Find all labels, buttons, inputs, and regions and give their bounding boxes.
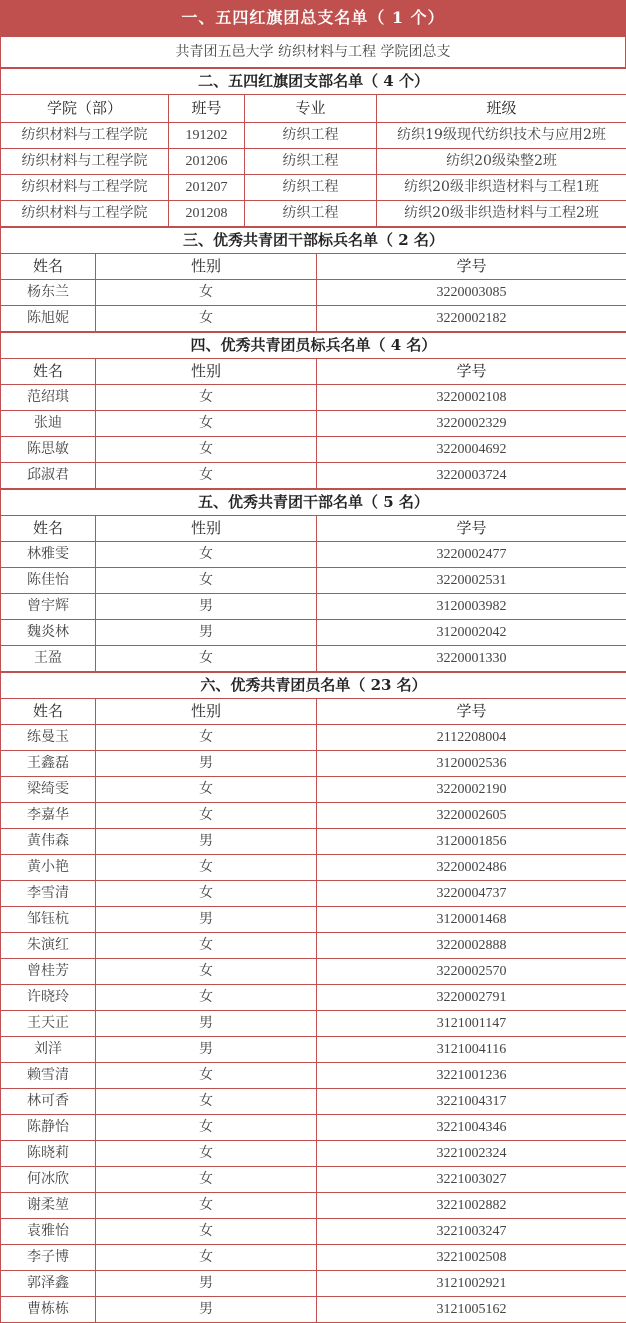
section6-title: 六、优秀共青团员名单（ 23 名） xyxy=(1,673,626,699)
gender-cell: 女 xyxy=(96,280,317,306)
gender-cell: 女 xyxy=(96,1141,317,1167)
table-row xyxy=(1,1037,626,1063)
student-id-cell: 3221002324 xyxy=(317,1141,626,1167)
name-cell: 刘洋 xyxy=(1,1037,96,1063)
gender-cell: 男 xyxy=(96,751,317,777)
name-cell: 陈佳怡 xyxy=(1,568,96,594)
name-cell: 陈思敏 xyxy=(1,437,96,463)
col-header-student-id: 学号 xyxy=(317,359,626,385)
college-cell: 纺织材料与工程学院 xyxy=(1,175,169,201)
name-cell: 林雅雯 xyxy=(1,542,96,568)
table-row xyxy=(1,751,626,777)
student-id-cell: 3120003982 xyxy=(317,594,626,620)
section1-title: 一、五四红旗团总支名单（ 1 个） xyxy=(0,0,626,36)
student-id-cell: 3221002508 xyxy=(317,1245,626,1271)
table-row xyxy=(1,1271,626,1297)
student-id-cell: 3121002921 xyxy=(317,1271,626,1297)
name-cell: 林可香 xyxy=(1,1089,96,1115)
gender-cell: 女 xyxy=(96,985,317,1011)
major-cell: 纺织工程 xyxy=(245,149,377,175)
name-cell: 袁雅怡 xyxy=(1,1219,96,1245)
student-id-cell: 3221004346 xyxy=(317,1115,626,1141)
student-id-cell: 3221003247 xyxy=(317,1219,626,1245)
gender-cell: 女 xyxy=(96,725,317,751)
table-row xyxy=(1,933,626,959)
student-id-cell: 3220002486 xyxy=(317,855,626,881)
section6-table xyxy=(0,672,626,1323)
table-row xyxy=(1,306,626,332)
student-id-cell: 3220002329 xyxy=(317,411,626,437)
gender-cell: 女 xyxy=(96,1089,317,1115)
gender-cell: 男 xyxy=(96,1271,317,1297)
table-row xyxy=(1,1063,626,1089)
name-cell: 王鑫磊 xyxy=(1,751,96,777)
gender-cell: 女 xyxy=(96,855,317,881)
gender-cell: 女 xyxy=(96,1167,317,1193)
gender-cell: 女 xyxy=(96,411,317,437)
table-row xyxy=(1,1245,626,1271)
col-header-name: 姓名 xyxy=(1,359,96,385)
table-row xyxy=(1,175,626,201)
col-header-gender: 性别 xyxy=(96,254,317,280)
table-row xyxy=(1,411,626,437)
student-id-cell: 3120001468 xyxy=(317,907,626,933)
section2-table xyxy=(0,68,626,227)
class-name-cell: 纺织19级现代纺织技术与应用2班 xyxy=(377,123,626,149)
col-header-name: 姓名 xyxy=(1,699,96,725)
gender-cell: 女 xyxy=(96,1063,317,1089)
class-no-cell: 201208 xyxy=(169,201,245,227)
col-header-student-id: 学号 xyxy=(317,516,626,542)
name-cell: 杨东兰 xyxy=(1,280,96,306)
student-id-cell: 3120001856 xyxy=(317,829,626,855)
table-row xyxy=(1,646,626,672)
table-row xyxy=(1,437,626,463)
student-id-cell: 3221001236 xyxy=(317,1063,626,1089)
student-id-cell: 3220002531 xyxy=(317,568,626,594)
class-name-cell: 纺织20级非织造材料与工程1班 xyxy=(377,175,626,201)
table-row xyxy=(1,201,626,227)
col-header-name: 姓名 xyxy=(1,516,96,542)
table-row xyxy=(1,149,626,175)
col-header-name: 姓名 xyxy=(1,254,96,280)
student-id-cell: 3121001147 xyxy=(317,1011,626,1037)
gender-cell: 男 xyxy=(96,620,317,646)
name-cell: 范绍琪 xyxy=(1,385,96,411)
student-id-cell: 2112208004 xyxy=(317,725,626,751)
table-row xyxy=(1,568,626,594)
table-row xyxy=(1,959,626,985)
table-row xyxy=(1,725,626,751)
section3-title: 三、优秀共青团干部标兵名单（ 2 名） xyxy=(1,228,626,254)
gender-cell: 女 xyxy=(96,306,317,332)
section1-table xyxy=(0,36,626,68)
col-header-college: 学院（部） xyxy=(1,95,169,123)
table-row xyxy=(1,907,626,933)
major-cell: 纺织工程 xyxy=(245,123,377,149)
student-id-cell: 3121004116 xyxy=(317,1037,626,1063)
name-cell: 谢柔堃 xyxy=(1,1193,96,1219)
gender-cell: 男 xyxy=(96,829,317,855)
name-cell: 魏炎林 xyxy=(1,620,96,646)
student-id-cell: 3220004692 xyxy=(317,437,626,463)
class-no-cell: 191202 xyxy=(169,123,245,149)
table-row xyxy=(1,1141,626,1167)
name-cell: 李子博 xyxy=(1,1245,96,1271)
table-row xyxy=(1,1193,626,1219)
name-cell: 张迪 xyxy=(1,411,96,437)
name-cell: 曾宇辉 xyxy=(1,594,96,620)
student-id-cell: 3220002477 xyxy=(317,542,626,568)
college-cell: 纺织材料与工程学院 xyxy=(1,149,169,175)
col-header-gender: 性别 xyxy=(96,516,317,542)
col-header-student-id: 学号 xyxy=(317,699,626,725)
gender-cell: 女 xyxy=(96,959,317,985)
gender-cell: 男 xyxy=(96,1297,317,1323)
gender-cell: 女 xyxy=(96,881,317,907)
section5-title: 五、优秀共青团干部名单（ 5 名） xyxy=(1,490,626,516)
name-cell: 曾桂芳 xyxy=(1,959,96,985)
section3-table xyxy=(0,227,626,332)
gender-cell: 女 xyxy=(96,1193,317,1219)
name-cell: 邹钰杭 xyxy=(1,907,96,933)
student-id-cell: 3220004737 xyxy=(317,881,626,907)
name-cell: 练曼玉 xyxy=(1,725,96,751)
student-id-cell: 3220003085 xyxy=(317,280,626,306)
student-id-cell: 3221002882 xyxy=(317,1193,626,1219)
gender-cell: 女 xyxy=(96,1245,317,1271)
class-no-cell: 201206 xyxy=(169,149,245,175)
col-header-class-no: 班号 xyxy=(169,95,245,123)
col-header-gender: 性别 xyxy=(96,359,317,385)
table-row xyxy=(1,985,626,1011)
major-cell: 纺织工程 xyxy=(245,175,377,201)
col-header-student-id: 学号 xyxy=(317,254,626,280)
name-cell: 李嘉华 xyxy=(1,803,96,829)
gender-cell: 女 xyxy=(96,933,317,959)
class-no-cell: 201207 xyxy=(169,175,245,201)
gender-cell: 男 xyxy=(96,1037,317,1063)
college-cell: 纺织材料与工程学院 xyxy=(1,123,169,149)
name-cell: 黄伟森 xyxy=(1,829,96,855)
table-row xyxy=(1,1297,626,1323)
col-header-major: 专业 xyxy=(245,95,377,123)
name-cell: 曹栋栋 xyxy=(1,1297,96,1323)
class-name-cell: 纺织20级非织造材料与工程2班 xyxy=(377,201,626,227)
name-cell: 梁绮雯 xyxy=(1,777,96,803)
student-id-cell: 3221003027 xyxy=(317,1167,626,1193)
gender-cell: 女 xyxy=(96,463,317,489)
section4-table xyxy=(0,332,626,489)
name-cell: 朱演红 xyxy=(1,933,96,959)
table-row xyxy=(1,123,626,149)
gender-cell: 女 xyxy=(96,803,317,829)
table-row xyxy=(1,620,626,646)
col-header-class: 班级 xyxy=(377,95,626,123)
name-cell: 陈静怡 xyxy=(1,1115,96,1141)
gender-cell: 女 xyxy=(96,1219,317,1245)
name-cell: 陈晓莉 xyxy=(1,1141,96,1167)
gender-cell: 男 xyxy=(96,1011,317,1037)
name-cell: 许晓玲 xyxy=(1,985,96,1011)
name-cell: 黄小艳 xyxy=(1,855,96,881)
section5-table xyxy=(0,489,626,672)
gender-cell: 男 xyxy=(96,594,317,620)
student-id-cell: 3220003724 xyxy=(317,463,626,489)
gender-cell: 女 xyxy=(96,646,317,672)
student-id-cell: 3220002570 xyxy=(317,959,626,985)
table-row xyxy=(1,280,626,306)
student-id-cell: 3220001330 xyxy=(317,646,626,672)
table-row xyxy=(1,1219,626,1245)
gender-cell: 女 xyxy=(96,777,317,803)
class-name-cell: 纺织20级染整2班 xyxy=(377,149,626,175)
table-row xyxy=(1,594,626,620)
gender-cell: 男 xyxy=(96,907,317,933)
gender-cell: 女 xyxy=(96,437,317,463)
table-row xyxy=(1,1115,626,1141)
name-cell: 王盈 xyxy=(1,646,96,672)
section2-title: 二、五四红旗团支部名单（ 4 个） xyxy=(1,69,626,95)
name-cell: 王天正 xyxy=(1,1011,96,1037)
student-id-cell: 3220002605 xyxy=(317,803,626,829)
name-cell: 何冰欣 xyxy=(1,1167,96,1193)
gender-cell: 女 xyxy=(96,1115,317,1141)
name-cell: 陈旭妮 xyxy=(1,306,96,332)
table-row xyxy=(1,385,626,411)
student-id-cell: 3220002190 xyxy=(317,777,626,803)
student-id-cell: 3121005162 xyxy=(317,1297,626,1323)
name-cell: 邱淑君 xyxy=(1,463,96,489)
name-cell: 李雪清 xyxy=(1,881,96,907)
name-cell: 赖雪清 xyxy=(1,1063,96,1089)
table-row xyxy=(1,855,626,881)
student-id-cell: 3220002182 xyxy=(317,306,626,332)
gender-cell: 女 xyxy=(96,542,317,568)
table-row xyxy=(1,1011,626,1037)
student-id-cell: 3220002791 xyxy=(317,985,626,1011)
section1-org-name: 共青团五邑大学 纺织材料与工程 学院团总支 xyxy=(1,37,626,68)
college-cell: 纺织材料与工程学院 xyxy=(1,201,169,227)
major-cell: 纺织工程 xyxy=(245,201,377,227)
table-row xyxy=(1,829,626,855)
table-row xyxy=(1,777,626,803)
student-id-cell: 3221004317 xyxy=(317,1089,626,1115)
table-row xyxy=(1,1089,626,1115)
student-id-cell: 3120002042 xyxy=(317,620,626,646)
table-row xyxy=(1,881,626,907)
gender-cell: 女 xyxy=(96,568,317,594)
table-row xyxy=(1,542,626,568)
section4-title: 四、优秀共青团员标兵名单（ 4 名） xyxy=(1,333,626,359)
student-id-cell: 3220002888 xyxy=(317,933,626,959)
table-row xyxy=(1,1167,626,1193)
col-header-gender: 性别 xyxy=(96,699,317,725)
student-id-cell: 3120002536 xyxy=(317,751,626,777)
student-id-cell: 3220002108 xyxy=(317,385,626,411)
name-cell: 郭泽鑫 xyxy=(1,1271,96,1297)
gender-cell: 女 xyxy=(96,385,317,411)
table-row xyxy=(1,463,626,489)
table-row xyxy=(1,803,626,829)
